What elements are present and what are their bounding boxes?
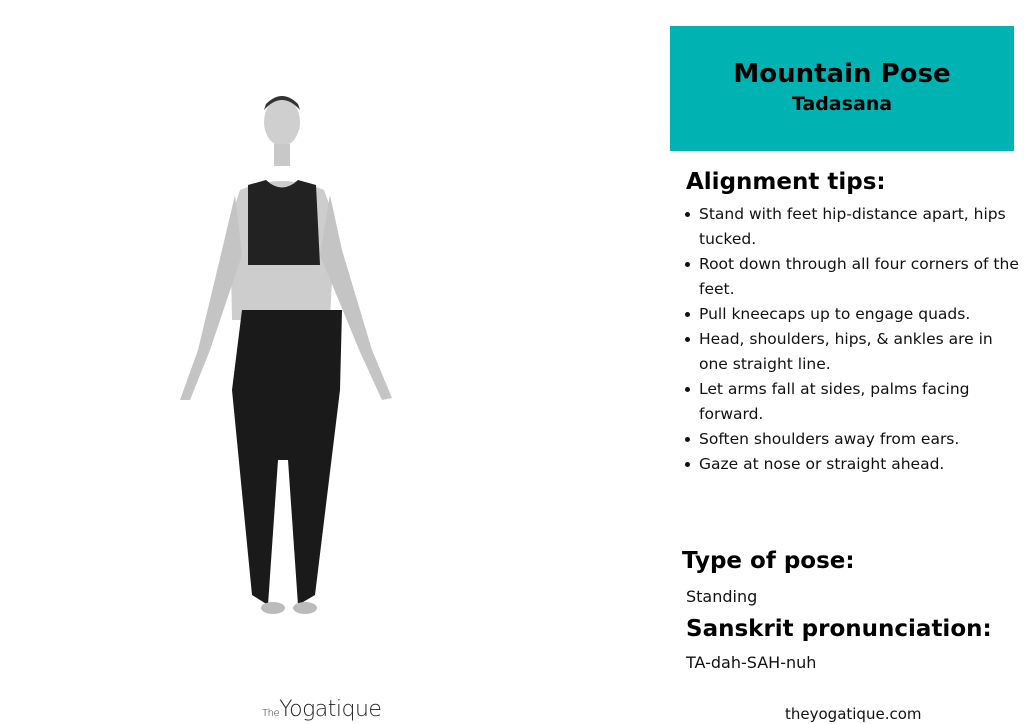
pronunciation-value: TA-dah-SAH-nuh [686, 653, 817, 672]
pose-type-value: Standing [686, 587, 758, 606]
list-item: Root down through all four corners of the feet. [684, 252, 1024, 302]
list-item: Stand with feet hip-distance apart, hips tucked. [684, 202, 1024, 252]
list-item: Pull kneecaps up to engage quads. [684, 302, 1024, 327]
title-banner [670, 26, 1014, 151]
pose-photo [170, 90, 410, 620]
list-item: Soften shoulders away from ears. [684, 427, 1024, 452]
list-item: Gaze at nose or straight ahead. [684, 452, 1024, 477]
pose-type-heading: Type of pose: [682, 548, 855, 574]
pronunciation-heading: Sanskrit pronunciation: [686, 616, 992, 642]
website-url: theyogatique.com [785, 705, 922, 723]
list-item: Head, shoulders, hips, & ankles are in one straight line. [684, 327, 1024, 377]
brand-logo: TheYogatique [262, 697, 382, 722]
pose-title: Mountain Pose [733, 59, 951, 89]
pose-sanskrit-name: Tadasana [791, 93, 893, 115]
alignment-tips-list [684, 202, 1024, 477]
alignment-heading: Alignment tips: [686, 169, 886, 195]
list-item: Let arms fall at sides, palms facing forward. [684, 377, 1024, 427]
